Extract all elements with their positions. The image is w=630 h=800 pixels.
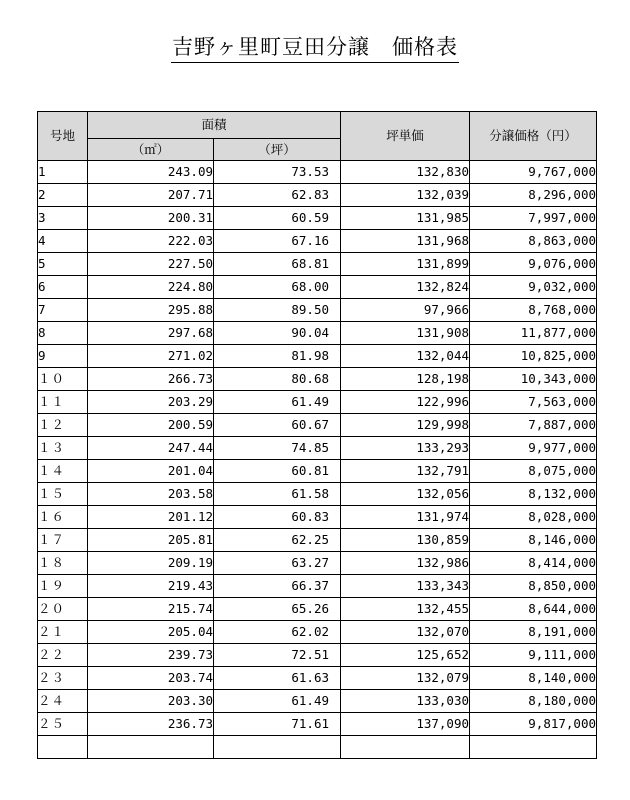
unit-price-cell: 132,044: [341, 345, 470, 368]
sale-price-cell: 8,140,000: [470, 667, 597, 690]
lot-no-cell: １８: [38, 552, 88, 575]
unit-price-cell: 132,791: [341, 460, 470, 483]
sale-price-cell: 9,076,000: [470, 253, 597, 276]
lot-no-cell: ２０: [38, 598, 88, 621]
area-m2-cell: 209.19: [88, 552, 214, 575]
header-area-m2: （㎡）: [88, 139, 214, 161]
area-tsubo-cell: 63.27: [214, 552, 341, 575]
table-row: [38, 575, 597, 598]
area-tsubo-cell: 71.61: [214, 713, 341, 736]
area-m2-cell: 227.50: [88, 253, 214, 276]
table-row: [38, 483, 597, 506]
area-m2-cell: [88, 736, 214, 759]
lot-no-cell: ２５: [38, 713, 88, 736]
area-m2-cell: 224.80: [88, 276, 214, 299]
lot-no-cell: １１: [38, 391, 88, 414]
area-m2-cell: 203.29: [88, 391, 214, 414]
sale-price-cell: 8,075,000: [470, 460, 597, 483]
table-row: [38, 184, 597, 207]
table-row: [38, 276, 597, 299]
area-m2-cell: 201.04: [88, 460, 214, 483]
unit-price-cell: 132,070: [341, 621, 470, 644]
unit-price-cell: 133,343: [341, 575, 470, 598]
table-row: [38, 644, 597, 667]
unit-price-cell: 133,293: [341, 437, 470, 460]
lot-no-cell: 8: [38, 322, 88, 345]
table-row: [38, 713, 597, 736]
area-tsubo-cell: 72.51: [214, 644, 341, 667]
lot-no-cell: 6: [38, 276, 88, 299]
sale-price-cell: 8,180,000: [470, 690, 597, 713]
lot-no-cell: 7: [38, 299, 88, 322]
area-m2-cell: 200.31: [88, 207, 214, 230]
lot-no-cell: [38, 736, 88, 759]
sale-price-cell: 9,767,000: [470, 161, 597, 184]
area-tsubo-cell: 89.50: [214, 299, 341, 322]
sale-price-cell: 9,977,000: [470, 437, 597, 460]
area-m2-cell: 271.02: [88, 345, 214, 368]
unit-price-cell: 125,652: [341, 644, 470, 667]
area-m2-cell: 205.04: [88, 621, 214, 644]
unit-price-cell: 137,090: [341, 713, 470, 736]
area-tsubo-cell: 81.98: [214, 345, 341, 368]
price-table: [37, 111, 597, 759]
area-m2-cell: 222.03: [88, 230, 214, 253]
unit-price-cell: 132,056: [341, 483, 470, 506]
lot-no-cell: １９: [38, 575, 88, 598]
table-row: [38, 598, 597, 621]
unit-price-cell: 132,455: [341, 598, 470, 621]
table-row: [38, 667, 597, 690]
area-tsubo-cell: 68.81: [214, 253, 341, 276]
area-tsubo-cell: 60.59: [214, 207, 341, 230]
sale-price-cell: 8,296,000: [470, 184, 597, 207]
area-m2-cell: 203.74: [88, 667, 214, 690]
sale-price-cell: 10,343,000: [470, 368, 597, 391]
area-m2-cell: 243.09: [88, 161, 214, 184]
unit-price-cell: 129,998: [341, 414, 470, 437]
sale-price-cell: 8,414,000: [470, 552, 597, 575]
sale-price-cell: 8,644,000: [470, 598, 597, 621]
area-tsubo-cell: 68.00: [214, 276, 341, 299]
unit-price-cell: 131,985: [341, 207, 470, 230]
lot-no-cell: １５: [38, 483, 88, 506]
unit-price-cell: 132,986: [341, 552, 470, 575]
page-title-text: 吉野ヶ里町豆田分譲 価格表: [171, 33, 459, 63]
area-tsubo-cell: 80.68: [214, 368, 341, 391]
unit-price-cell: 133,030: [341, 690, 470, 713]
area-tsubo-cell: 60.81: [214, 460, 341, 483]
header-area-tsubo: （坪）: [214, 139, 341, 161]
unit-price-cell: 132,079: [341, 667, 470, 690]
lot-no-cell: 3: [38, 207, 88, 230]
area-tsubo-cell: 73.53: [214, 161, 341, 184]
table-row: [38, 552, 597, 575]
area-tsubo-cell: 65.26: [214, 598, 341, 621]
table-row: [38, 207, 597, 230]
area-m2-cell: 203.30: [88, 690, 214, 713]
page-title: [0, 33, 630, 63]
area-tsubo-cell: 90.04: [214, 322, 341, 345]
area-m2-cell: 207.71: [88, 184, 214, 207]
table-row: [38, 230, 597, 253]
area-tsubo-cell: 61.49: [214, 391, 341, 414]
area-tsubo-cell: 61.63: [214, 667, 341, 690]
sale-price-cell: 7,887,000: [470, 414, 597, 437]
sale-price-cell: 9,111,000: [470, 644, 597, 667]
sale-price-cell: 8,768,000: [470, 299, 597, 322]
unit-price-cell: 130,859: [341, 529, 470, 552]
area-tsubo-cell: 62.83: [214, 184, 341, 207]
table-row: [38, 437, 597, 460]
lot-no-cell: 5: [38, 253, 88, 276]
sale-price-cell: 8,028,000: [470, 506, 597, 529]
unit-price-cell: 132,824: [341, 276, 470, 299]
table-row: [38, 736, 597, 759]
sale-price-cell: 8,132,000: [470, 483, 597, 506]
unit-price-cell: [341, 736, 470, 759]
table-row: [38, 414, 597, 437]
sale-price-cell: 8,850,000: [470, 575, 597, 598]
area-tsubo-cell: 62.02: [214, 621, 341, 644]
unit-price-cell: 131,968: [341, 230, 470, 253]
unit-price-cell: 128,198: [341, 368, 470, 391]
area-tsubo-cell: 62.25: [214, 529, 341, 552]
area-m2-cell: 247.44: [88, 437, 214, 460]
area-tsubo-cell: 66.37: [214, 575, 341, 598]
sale-price-cell: 11,877,000: [470, 322, 597, 345]
lot-no-cell: １２: [38, 414, 88, 437]
sale-price-cell: 10,825,000: [470, 345, 597, 368]
lot-no-cell: ２２: [38, 644, 88, 667]
area-tsubo-cell: [214, 736, 341, 759]
area-m2-cell: 266.73: [88, 368, 214, 391]
table-row: [38, 161, 597, 184]
area-tsubo-cell: 61.58: [214, 483, 341, 506]
sale-price-cell: 8,863,000: [470, 230, 597, 253]
area-m2-cell: 219.43: [88, 575, 214, 598]
lot-no-cell: １６: [38, 506, 88, 529]
header-sale-price: 分譲価格（円）: [470, 112, 597, 161]
table-row: [38, 529, 597, 552]
sale-price-cell: 9,817,000: [470, 713, 597, 736]
table-row: [38, 506, 597, 529]
lot-no-cell: 9: [38, 345, 88, 368]
lot-no-cell: 1: [38, 161, 88, 184]
lot-no-cell: 2: [38, 184, 88, 207]
area-m2-cell: 201.12: [88, 506, 214, 529]
sale-price-cell: 8,146,000: [470, 529, 597, 552]
unit-price-cell: 131,908: [341, 322, 470, 345]
area-m2-cell: 200.59: [88, 414, 214, 437]
area-m2-cell: 203.58: [88, 483, 214, 506]
lot-no-cell: １０: [38, 368, 88, 391]
lot-no-cell: ２３: [38, 667, 88, 690]
table-row: [38, 391, 597, 414]
area-tsubo-cell: 60.67: [214, 414, 341, 437]
sale-price-cell: 9,032,000: [470, 276, 597, 299]
lot-no-cell: 4: [38, 230, 88, 253]
lot-no-cell: １７: [38, 529, 88, 552]
sale-price-cell: 7,997,000: [470, 207, 597, 230]
header-unit-price: 坪単価: [341, 112, 470, 161]
area-m2-cell: 215.74: [88, 598, 214, 621]
sale-price-cell: 8,191,000: [470, 621, 597, 644]
table-row: [38, 368, 597, 391]
area-tsubo-cell: 74.85: [214, 437, 341, 460]
unit-price-cell: 122,996: [341, 391, 470, 414]
area-m2-cell: 297.68: [88, 322, 214, 345]
area-tsubo-cell: 60.83: [214, 506, 341, 529]
unit-price-cell: 132,830: [341, 161, 470, 184]
lot-no-cell: ２１: [38, 621, 88, 644]
unit-price-cell: 132,039: [341, 184, 470, 207]
unit-price-cell: 131,899: [341, 253, 470, 276]
table-row: [38, 460, 597, 483]
table-row: [38, 253, 597, 276]
table-row: [38, 322, 597, 345]
table-row: [38, 690, 597, 713]
unit-price-cell: 97,966: [341, 299, 470, 322]
unit-price-cell: 131,974: [341, 506, 470, 529]
lot-no-cell: １４: [38, 460, 88, 483]
table-row: [38, 299, 597, 322]
header-area: 面積: [88, 112, 341, 139]
table-header: [38, 112, 597, 161]
table-body: [38, 161, 597, 759]
area-tsubo-cell: 67.16: [214, 230, 341, 253]
lot-no-cell: １３: [38, 437, 88, 460]
table-row: [38, 345, 597, 368]
area-tsubo-cell: 61.49: [214, 690, 341, 713]
area-m2-cell: 236.73: [88, 713, 214, 736]
header-lot-no: 号地: [38, 112, 88, 161]
area-m2-cell: 205.81: [88, 529, 214, 552]
area-m2-cell: 239.73: [88, 644, 214, 667]
area-m2-cell: 295.88: [88, 299, 214, 322]
sale-price-cell: 7,563,000: [470, 391, 597, 414]
sale-price-cell: [470, 736, 597, 759]
table-row: [38, 621, 597, 644]
lot-no-cell: ２４: [38, 690, 88, 713]
